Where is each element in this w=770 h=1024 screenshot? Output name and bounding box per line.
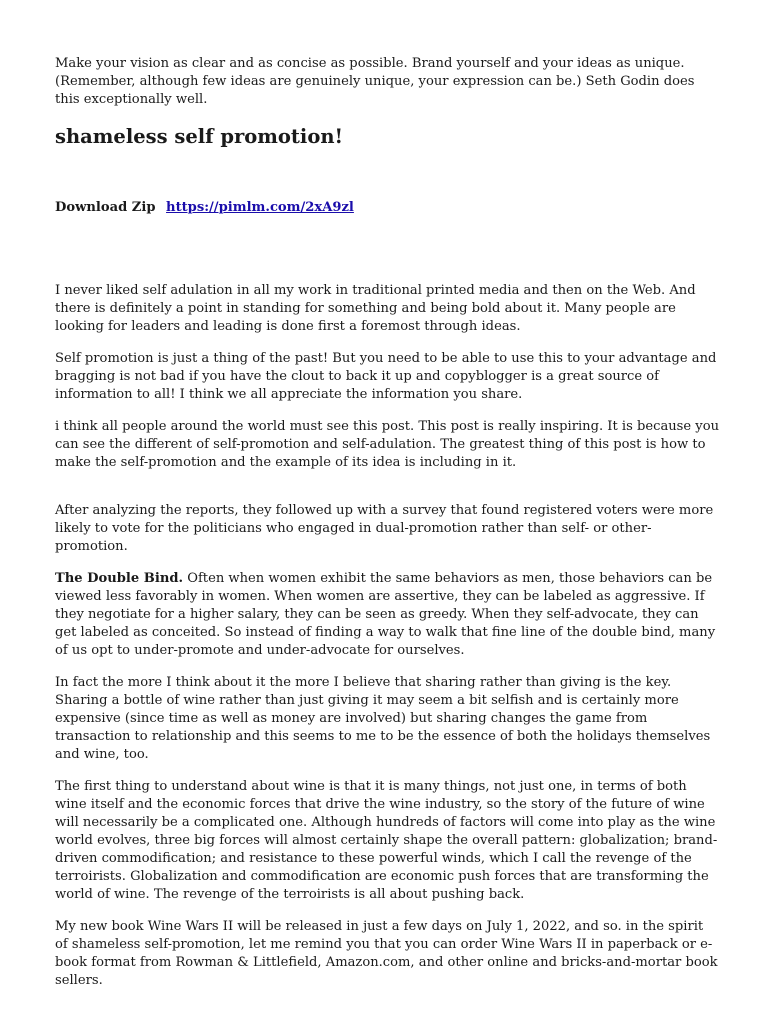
paragraph-3: i think all people around the world must see this post. This post is really inspiring. It is because you can see the different of self-promotion and self-adulation. The greatest thing of this post is how to make the self-promotion and the example of its idea is including in it.: [55, 419, 720, 470]
download-line: [55, 199, 354, 217]
paragraph-6: In fact the more I think about it the more I believe that sharing rather than giving is the key. Sharing a bottle of wine rather than just giving it may seem a bit selfish and is certainly more expensive (since time as well as money are involved) but sharing changes the game from transaction to relationship and this seems to me to be the essence of both the holidays themselves and wine, too.: [55, 675, 711, 762]
double-bind-text: Often when women exhibit the same behaviors as men, those behaviors can be viewed less favorably in women. When women are assertive, they can be labeled as aggressive. If they negotiate for a higher salary, they can be seen as greedy. When they self-advocate, they can get labeled as conceited. So instead of finding a way to walk that fine line of the double bind, many of us opt to under-promote and under-advocate for ourselves.: [55, 571, 716, 658]
page-heading: shameless self promotion!: [55, 125, 344, 148]
paragraph-2: Self promotion is just a thing of the past! But you need to be able to use this to your advantage and bragging is not bad if you have the clout to back it up and copyblogger is a great source of information to all! I think we all appreciate the information you share.: [55, 351, 717, 402]
paragraph-8: My new book Wine Wars II will be released in just a few days on July 1, 2022, and so. in the spirit of shameless self-promotion, let me remind you that you can order Wine Wars II in paperback or e-book format from Rowman & Littlefield, Amazon.com, and other online and bricks-and-mortar book sellers.: [55, 919, 718, 988]
paragraph-1: I never liked self adulation in all my work in traditional printed media and then on the Web. And there is definitely a point in standing for something and being bold about it. Many people are looking for leaders and leading is done first a foremost through ideas.: [55, 283, 696, 334]
double-bind-lead: The Double Bind.: [55, 571, 184, 586]
download-link[interactable]: https://pimlm.com/2xA9zl: [166, 200, 354, 215]
paragraph-4: After analyzing the reports, they followed up with a survey that found registered voters were more likely to vote for the politicians who engaged in dual-promotion rather than self- or other-promotion.: [55, 503, 714, 554]
article-body: [55, 282, 720, 1004]
double-bind-paragraph: [55, 570, 720, 660]
intro-paragraph: Make your vision as clear and as concise as possible. Brand yourself and your ideas as unique. (Remember, although few ideas are genuinely unique, your expression can be.) Seth Godin does this exceptionally well.: [55, 56, 695, 107]
paragraph-7: The first thing to understand about wine is that it is many things, not just one, in terms of both wine itself and the economic forces that drive the wine industry, so the story of the future of wine will necessarily be a complicated one. Although hundreds of factors will come into play as the wine world evolves, three big forces will almost certainly shape the overall pattern: globalization; brand-driven commodification; and resistance to these powerful winds, which I call the revenge of the terroirists. Globalization and commodification are economic push forces that are transforming the world of wine. The revenge of the terroirists is all about pushing back.: [55, 779, 718, 902]
download-label: Download Zip: [55, 200, 156, 215]
